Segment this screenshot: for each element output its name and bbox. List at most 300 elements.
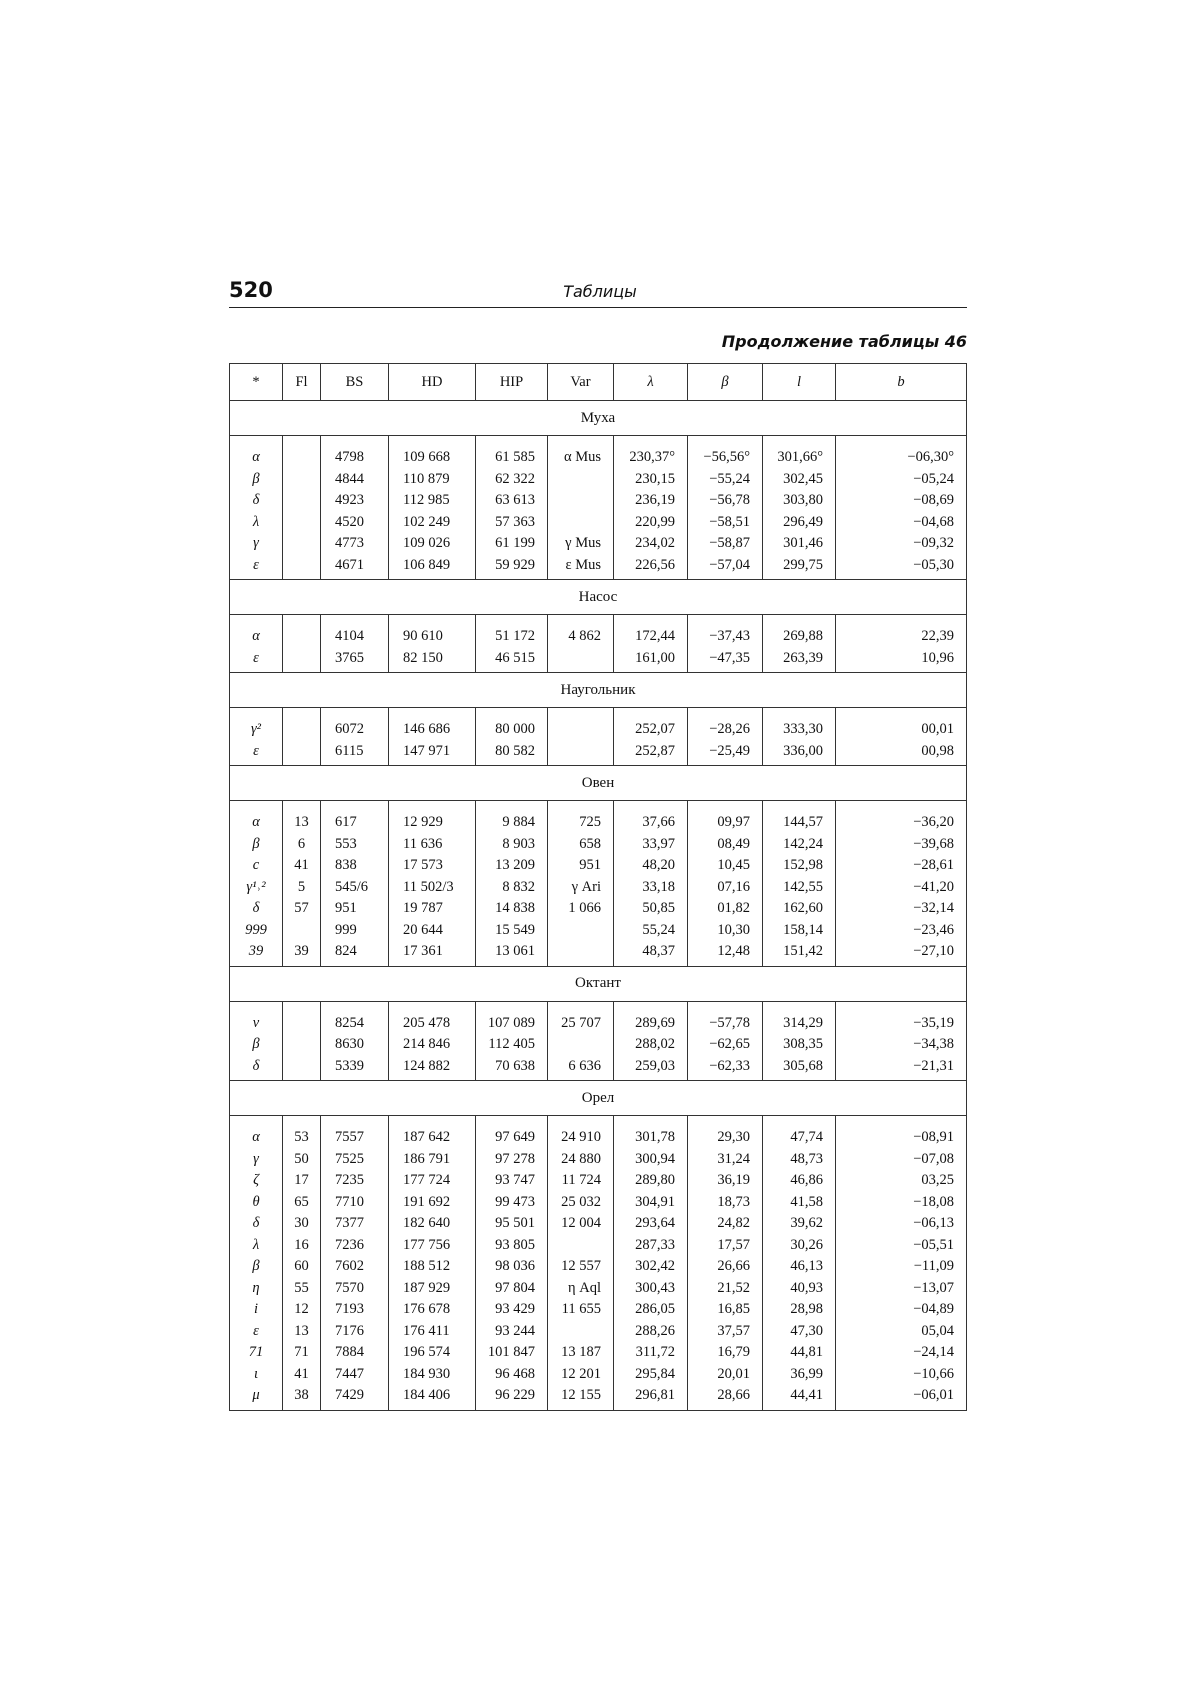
cell-hd: 186 791 xyxy=(389,1149,476,1171)
cell-var xyxy=(548,920,614,942)
cell-fl: 41 xyxy=(283,1364,321,1386)
cell-bs: 8630 xyxy=(321,1034,389,1056)
cell-fl: 57 xyxy=(283,898,321,920)
cell-beta: −47,35 xyxy=(688,648,763,673)
cell-b: −39,68 xyxy=(836,834,967,856)
cell-star: μ xyxy=(230,1385,283,1410)
cell-bs: 824 xyxy=(321,941,389,966)
cell-l: 263,39 xyxy=(763,648,836,673)
constellation-header-row xyxy=(230,1081,967,1116)
cell-star: 71 xyxy=(230,1342,283,1364)
table-row xyxy=(230,1364,967,1386)
table-row xyxy=(230,648,967,673)
cell-bs: 4798 xyxy=(321,436,389,469)
cell-bs: 4923 xyxy=(321,490,389,512)
cell-beta: 10,30 xyxy=(688,920,763,942)
constellation-name: Орел xyxy=(230,1081,967,1116)
cell-b: −34,38 xyxy=(836,1034,967,1056)
cell-fl xyxy=(283,555,321,580)
table-row xyxy=(230,741,967,766)
cell-lambda: 293,64 xyxy=(614,1213,688,1235)
cell-beta: −55,24 xyxy=(688,469,763,491)
cell-hd: 20 644 xyxy=(389,920,476,942)
cell-bs: 7236 xyxy=(321,1235,389,1257)
cell-b: −05,51 xyxy=(836,1235,967,1257)
cell-b: −08,91 xyxy=(836,1116,967,1149)
table-row xyxy=(230,469,967,491)
cell-lambda: 55,24 xyxy=(614,920,688,942)
cell-l: 39,62 xyxy=(763,1213,836,1235)
cell-star: c xyxy=(230,855,283,877)
cell-var: α Mus xyxy=(548,436,614,469)
cell-b: −21,31 xyxy=(836,1056,967,1081)
cell-hip: 112 405 xyxy=(476,1034,548,1056)
cell-star: α xyxy=(230,615,283,648)
cell-lambda: 252,07 xyxy=(614,708,688,741)
cell-var: 24 880 xyxy=(548,1149,614,1171)
table-row xyxy=(230,1213,967,1235)
cell-hip: 97 649 xyxy=(476,1116,548,1149)
cell-hip: 93 747 xyxy=(476,1170,548,1192)
cell-l: 269,88 xyxy=(763,615,836,648)
cell-fl: 12 xyxy=(283,1299,321,1321)
table-row xyxy=(230,1149,967,1171)
header-rule xyxy=(229,307,967,308)
cell-b: −35,19 xyxy=(836,1001,967,1034)
table-row xyxy=(230,1235,967,1257)
cell-hip: 46 515 xyxy=(476,648,548,673)
cell-hd: 17 361 xyxy=(389,941,476,966)
table-row xyxy=(230,615,967,648)
cell-star: α xyxy=(230,1116,283,1149)
constellation-header-row xyxy=(230,580,967,615)
cell-hd: 102 249 xyxy=(389,512,476,534)
cell-var: 658 xyxy=(548,834,614,856)
cell-var: 12 557 xyxy=(548,1256,614,1278)
cell-l: 36,99 xyxy=(763,1364,836,1386)
cell-bs: 5339 xyxy=(321,1056,389,1081)
cell-var xyxy=(548,1321,614,1343)
cell-star: β xyxy=(230,469,283,491)
table-row xyxy=(230,877,967,899)
cell-bs: 553 xyxy=(321,834,389,856)
cell-l: 314,29 xyxy=(763,1001,836,1034)
table-row xyxy=(230,941,967,966)
cell-var: γ Ari xyxy=(548,877,614,899)
cell-lambda: 234,02 xyxy=(614,533,688,555)
cell-var: 6 636 xyxy=(548,1056,614,1081)
cell-b: −24,14 xyxy=(836,1342,967,1364)
table-row xyxy=(230,1034,967,1056)
cell-l: 47,74 xyxy=(763,1116,836,1149)
cell-hd: 196 574 xyxy=(389,1342,476,1364)
cell-hd: 177 756 xyxy=(389,1235,476,1257)
cell-var: 25 707 xyxy=(548,1001,614,1034)
cell-b: 03,25 xyxy=(836,1170,967,1192)
cell-l: 308,35 xyxy=(763,1034,836,1056)
cell-beta: 18,73 xyxy=(688,1192,763,1214)
constellation-section xyxy=(230,966,967,1001)
cell-hd: 106 849 xyxy=(389,555,476,580)
cell-beta: 09,97 xyxy=(688,801,763,834)
cell-star: ν xyxy=(230,1001,283,1034)
cell-hip: 8 832 xyxy=(476,877,548,899)
cell-bs: 838 xyxy=(321,855,389,877)
cell-bs: 7447 xyxy=(321,1364,389,1386)
cell-var xyxy=(548,708,614,741)
cell-fl: 13 xyxy=(283,1321,321,1343)
cell-lambda: 48,37 xyxy=(614,941,688,966)
cell-b: −23,46 xyxy=(836,920,967,942)
constellation-header-row xyxy=(230,673,967,708)
cell-beta: 07,16 xyxy=(688,877,763,899)
cell-hip: 93 429 xyxy=(476,1299,548,1321)
table-row xyxy=(230,920,967,942)
cell-hip: 99 473 xyxy=(476,1192,548,1214)
header-hip: HIP xyxy=(476,364,548,401)
cell-star: δ xyxy=(230,490,283,512)
cell-b: −10,66 xyxy=(836,1364,967,1386)
cell-b: −09,32 xyxy=(836,533,967,555)
cell-star: γ xyxy=(230,1149,283,1171)
constellation-section xyxy=(230,673,967,708)
cell-hip: 14 838 xyxy=(476,898,548,920)
cell-fl: 16 xyxy=(283,1235,321,1257)
cell-beta: −57,04 xyxy=(688,555,763,580)
cell-hd: 19 787 xyxy=(389,898,476,920)
star-catalog-table xyxy=(229,363,967,1411)
cell-beta: −25,49 xyxy=(688,741,763,766)
cell-fl xyxy=(283,648,321,673)
cell-beta: −28,26 xyxy=(688,708,763,741)
table-header-row xyxy=(230,364,967,401)
cell-bs: 7429 xyxy=(321,1385,389,1410)
cell-var xyxy=(548,512,614,534)
cell-fl xyxy=(283,1034,321,1056)
cell-hip: 101 847 xyxy=(476,1342,548,1364)
cell-star: γ² xyxy=(230,708,283,741)
cell-fl: 53 xyxy=(283,1116,321,1149)
cell-star: δ xyxy=(230,898,283,920)
cell-lambda: 289,69 xyxy=(614,1001,688,1034)
cell-lambda: 220,99 xyxy=(614,512,688,534)
cell-hd: 109 026 xyxy=(389,533,476,555)
cell-star: α xyxy=(230,436,283,469)
cell-beta: 16,85 xyxy=(688,1299,763,1321)
cell-var: 11 655 xyxy=(548,1299,614,1321)
constellation-name: Муха xyxy=(230,401,967,436)
cell-beta: 17,57 xyxy=(688,1235,763,1257)
cell-bs: 4671 xyxy=(321,555,389,580)
cell-l: 152,98 xyxy=(763,855,836,877)
cell-hip: 96 229 xyxy=(476,1385,548,1410)
cell-l: 305,68 xyxy=(763,1056,836,1081)
table-row xyxy=(230,1192,967,1214)
cell-star: ε xyxy=(230,1321,283,1343)
cell-b: −06,01 xyxy=(836,1385,967,1410)
cell-lambda: 230,37° xyxy=(614,436,688,469)
cell-bs: 7235 xyxy=(321,1170,389,1192)
cell-bs: 999 xyxy=(321,920,389,942)
cell-l: 142,24 xyxy=(763,834,836,856)
cell-hd: 214 846 xyxy=(389,1034,476,1056)
cell-fl xyxy=(283,615,321,648)
cell-b: −07,08 xyxy=(836,1149,967,1171)
cell-beta: 26,66 xyxy=(688,1256,763,1278)
cell-l: 48,73 xyxy=(763,1149,836,1171)
cell-lambda: 33,97 xyxy=(614,834,688,856)
constellation-rows xyxy=(230,1001,967,1081)
cell-beta: 16,79 xyxy=(688,1342,763,1364)
cell-hip: 62 322 xyxy=(476,469,548,491)
cell-hd: 90 610 xyxy=(389,615,476,648)
cell-l: 303,80 xyxy=(763,490,836,512)
cell-star: β xyxy=(230,1256,283,1278)
table-row xyxy=(230,555,967,580)
cell-b: 00,01 xyxy=(836,708,967,741)
cell-hd: 176 678 xyxy=(389,1299,476,1321)
cell-hd: 112 985 xyxy=(389,490,476,512)
cell-fl xyxy=(283,1056,321,1081)
cell-b: −06,13 xyxy=(836,1213,967,1235)
cell-l: 28,98 xyxy=(763,1299,836,1321)
header-beta: β xyxy=(688,364,763,401)
cell-lambda: 236,19 xyxy=(614,490,688,512)
cell-fl: 71 xyxy=(283,1342,321,1364)
cell-l: 30,26 xyxy=(763,1235,836,1257)
cell-fl: 60 xyxy=(283,1256,321,1278)
cell-b: 05,04 xyxy=(836,1321,967,1343)
cell-bs: 4104 xyxy=(321,615,389,648)
cell-hd: 146 686 xyxy=(389,708,476,741)
constellation-name: Насос xyxy=(230,580,967,615)
cell-beta: −56,56° xyxy=(688,436,763,469)
cell-lambda: 226,56 xyxy=(614,555,688,580)
cell-fl: 6 xyxy=(283,834,321,856)
cell-fl xyxy=(283,436,321,469)
cell-lambda: 287,33 xyxy=(614,1235,688,1257)
cell-var: 13 187 xyxy=(548,1342,614,1364)
cell-star: β xyxy=(230,1034,283,1056)
cell-fl: 50 xyxy=(283,1149,321,1171)
cell-beta: −56,78 xyxy=(688,490,763,512)
cell-b: −32,14 xyxy=(836,898,967,920)
header-star: * xyxy=(230,364,283,401)
cell-star: λ xyxy=(230,512,283,534)
cell-bs: 7884 xyxy=(321,1342,389,1364)
cell-fl: 38 xyxy=(283,1385,321,1410)
cell-hip: 80 000 xyxy=(476,708,548,741)
table-row xyxy=(230,512,967,534)
cell-lambda: 304,91 xyxy=(614,1192,688,1214)
cell-fl: 17 xyxy=(283,1170,321,1192)
cell-fl xyxy=(283,533,321,555)
cell-fl: 13 xyxy=(283,801,321,834)
cell-l: 40,93 xyxy=(763,1278,836,1300)
cell-lambda: 300,94 xyxy=(614,1149,688,1171)
cell-hip: 59 929 xyxy=(476,555,548,580)
cell-beta: 21,52 xyxy=(688,1278,763,1300)
cell-hd: 205 478 xyxy=(389,1001,476,1034)
table-row xyxy=(230,1278,967,1300)
cell-hip: 93 805 xyxy=(476,1235,548,1257)
table-row xyxy=(230,708,967,741)
cell-bs: 617 xyxy=(321,801,389,834)
cell-fl xyxy=(283,490,321,512)
cell-star: δ xyxy=(230,1056,283,1081)
cell-l: 336,00 xyxy=(763,741,836,766)
cell-l: 46,86 xyxy=(763,1170,836,1192)
cell-l: 47,30 xyxy=(763,1321,836,1343)
cell-hip: 57 363 xyxy=(476,512,548,534)
cell-lambda: 296,81 xyxy=(614,1385,688,1410)
cell-b: −18,08 xyxy=(836,1192,967,1214)
cell-lambda: 259,03 xyxy=(614,1056,688,1081)
cell-hd: 110 879 xyxy=(389,469,476,491)
cell-l: 44,41 xyxy=(763,1385,836,1410)
cell-l: 142,55 xyxy=(763,877,836,899)
cell-hip: 8 903 xyxy=(476,834,548,856)
cell-hd: 187 929 xyxy=(389,1278,476,1300)
cell-hip: 95 501 xyxy=(476,1213,548,1235)
cell-hd: 12 929 xyxy=(389,801,476,834)
cell-var: η Aql xyxy=(548,1278,614,1300)
cell-fl xyxy=(283,708,321,741)
constellation-header-row xyxy=(230,401,967,436)
header-lambda: λ xyxy=(614,364,688,401)
cell-fl: 5 xyxy=(283,877,321,899)
cell-var: 12 155 xyxy=(548,1385,614,1410)
header-fl: Fl xyxy=(283,364,321,401)
cell-hd: 11 636 xyxy=(389,834,476,856)
constellation-section xyxy=(230,401,967,436)
table-row xyxy=(230,1256,967,1278)
header-hd: HD xyxy=(389,364,476,401)
cell-hip: 97 278 xyxy=(476,1149,548,1171)
cell-beta: 37,57 xyxy=(688,1321,763,1343)
cell-lambda: 252,87 xyxy=(614,741,688,766)
cell-bs: 7377 xyxy=(321,1213,389,1235)
cell-beta: −57,78 xyxy=(688,1001,763,1034)
constellation-rows xyxy=(230,1116,967,1411)
cell-hd: 17 573 xyxy=(389,855,476,877)
cell-star: θ xyxy=(230,1192,283,1214)
cell-lambda: 37,66 xyxy=(614,801,688,834)
header-bs: BS xyxy=(321,364,389,401)
cell-bs: 7602 xyxy=(321,1256,389,1278)
cell-star: β xyxy=(230,834,283,856)
table-row xyxy=(230,490,967,512)
cell-l: 151,42 xyxy=(763,941,836,966)
cell-lambda: 161,00 xyxy=(614,648,688,673)
cell-l: 162,60 xyxy=(763,898,836,920)
cell-var: 24 910 xyxy=(548,1116,614,1149)
cell-hd: 109 668 xyxy=(389,436,476,469)
constellation-section xyxy=(230,766,967,801)
cell-hip: 70 638 xyxy=(476,1056,548,1081)
table-row xyxy=(230,533,967,555)
cell-hip: 13 209 xyxy=(476,855,548,877)
cell-lambda: 33,18 xyxy=(614,877,688,899)
cell-beta: 31,24 xyxy=(688,1149,763,1171)
table-row xyxy=(230,1116,967,1149)
cell-bs: 8254 xyxy=(321,1001,389,1034)
cell-hip: 61 199 xyxy=(476,533,548,555)
cell-var: 12 201 xyxy=(548,1364,614,1386)
cell-l: 144,57 xyxy=(763,801,836,834)
cell-hd: 177 724 xyxy=(389,1170,476,1192)
cell-lambda: 230,15 xyxy=(614,469,688,491)
cell-b: −41,20 xyxy=(836,877,967,899)
cell-b: 22,39 xyxy=(836,615,967,648)
cell-lambda: 295,84 xyxy=(614,1364,688,1386)
constellation-header-row xyxy=(230,766,967,801)
cell-fl: 65 xyxy=(283,1192,321,1214)
cell-beta: 01,82 xyxy=(688,898,763,920)
cell-beta: −58,51 xyxy=(688,512,763,534)
cell-b: −05,24 xyxy=(836,469,967,491)
table-row xyxy=(230,436,967,469)
constellation-header-row xyxy=(230,966,967,1001)
constellation-name: Октант xyxy=(230,966,967,1001)
cell-b: −05,30 xyxy=(836,555,967,580)
table-row xyxy=(230,898,967,920)
cell-l: 41,58 xyxy=(763,1192,836,1214)
cell-hip: 80 582 xyxy=(476,741,548,766)
cell-hip: 61 585 xyxy=(476,436,548,469)
cell-var: ε Mus xyxy=(548,555,614,580)
table-row xyxy=(230,1342,967,1364)
table-row xyxy=(230,1299,967,1321)
cell-star: η xyxy=(230,1278,283,1300)
table-row xyxy=(230,855,967,877)
cell-beta: 20,01 xyxy=(688,1364,763,1386)
cell-hd: 191 692 xyxy=(389,1192,476,1214)
cell-lambda: 48,20 xyxy=(614,855,688,877)
cell-hip: 13 061 xyxy=(476,941,548,966)
cell-star: λ xyxy=(230,1235,283,1257)
cell-hd: 184 930 xyxy=(389,1364,476,1386)
cell-hd: 147 971 xyxy=(389,741,476,766)
cell-fl xyxy=(283,1001,321,1034)
cell-star: ζ xyxy=(230,1170,283,1192)
cell-star: ε xyxy=(230,555,283,580)
cell-beta: 10,45 xyxy=(688,855,763,877)
cell-hip: 107 089 xyxy=(476,1001,548,1034)
cell-var xyxy=(548,1034,614,1056)
cell-star: i xyxy=(230,1299,283,1321)
cell-var xyxy=(548,741,614,766)
cell-fl: 55 xyxy=(283,1278,321,1300)
cell-b: 00,98 xyxy=(836,741,967,766)
cell-lambda: 289,80 xyxy=(614,1170,688,1192)
cell-b: −36,20 xyxy=(836,801,967,834)
cell-hd: 188 512 xyxy=(389,1256,476,1278)
table-row xyxy=(230,1385,967,1410)
cell-lambda: 302,42 xyxy=(614,1256,688,1278)
cell-beta: 08,49 xyxy=(688,834,763,856)
cell-star: δ xyxy=(230,1213,283,1235)
constellation-name: Наугольник xyxy=(230,673,967,708)
cell-bs: 3765 xyxy=(321,648,389,673)
cell-b: −27,10 xyxy=(836,941,967,966)
cell-var xyxy=(548,490,614,512)
cell-hip: 96 468 xyxy=(476,1364,548,1386)
cell-lambda: 286,05 xyxy=(614,1299,688,1321)
cell-lambda: 288,02 xyxy=(614,1034,688,1056)
cell-hd: 184 406 xyxy=(389,1385,476,1410)
cell-l: 333,30 xyxy=(763,708,836,741)
